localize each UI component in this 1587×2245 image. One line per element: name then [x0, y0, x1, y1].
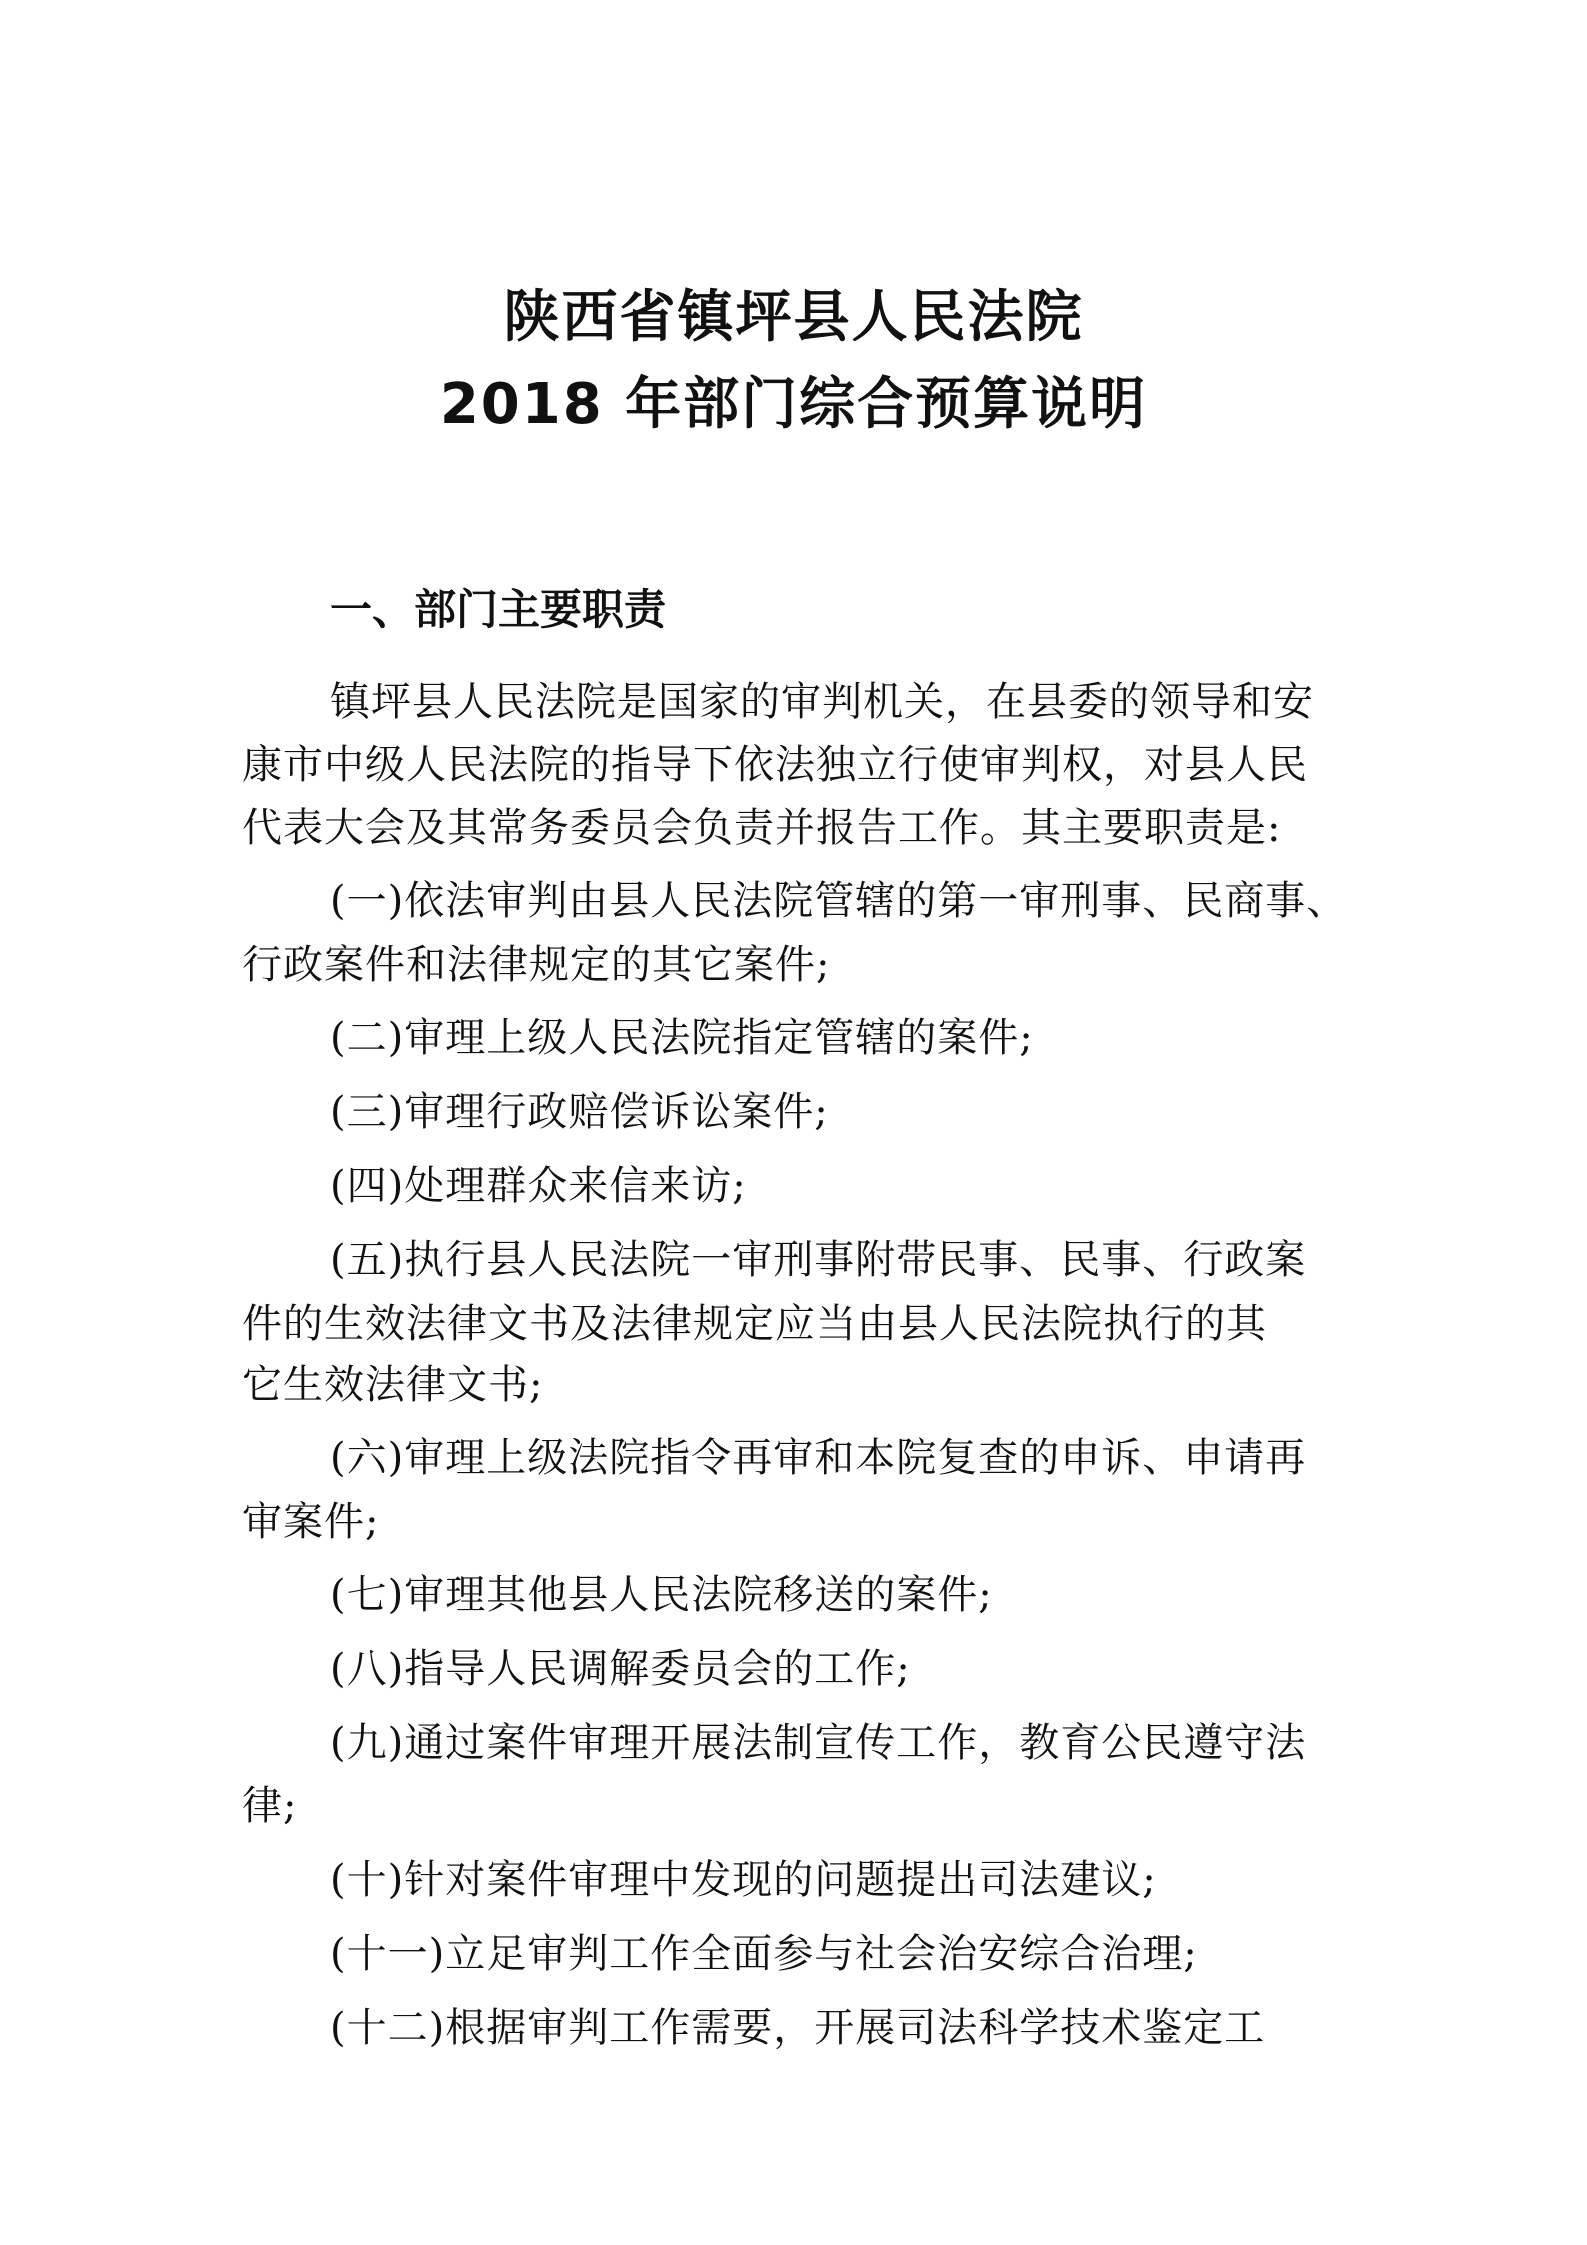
duty-3-line-1: (三)审理行政赔偿诉讼案件;	[330, 1089, 829, 1135]
duty-1-line-2: 行政案件和法律规定的其它案件;	[242, 942, 831, 988]
document-title-line-2: 2018 年部门综合预算说明	[439, 372, 1148, 437]
duty-8-line-1: (八)指导人民调解委员会的工作;	[330, 1646, 911, 1692]
duty-12-line-1: (十二)根据审判工作需要，开展司法科学技术鉴定工	[330, 2005, 1266, 2051]
duty-4-line-1: (四)处理群众来信来访;	[330, 1163, 747, 1209]
duty-5-line-1: (五)执行县人民法院一审刑事附带民事、民事、行政案	[330, 1237, 1307, 1283]
intro-line-2: 康市中级人民法院的指导下依法独立行使审判权，对县人民	[242, 742, 1308, 788]
duty-1-line-1: (一)依法审判由县人民法院管辖的第一审刑事、民商事、	[330, 878, 1348, 924]
duty-7-line-1: (七)审理其他县人民法院移送的案件;	[330, 1572, 993, 1618]
duty-10-line-1: (十)针对案件审理中发现的问题提出司法建议;	[330, 1857, 1157, 1903]
document-title-line-1: 陕西省镇坪县人民法院	[503, 285, 1084, 350]
duty-6-line-1: (六)审理上级法院指令再审和本院复查的申诉、申请再	[330, 1435, 1307, 1481]
duty-11-line-1: (十一)立足审判工作全面参与社会治安综合治理;	[330, 1931, 1198, 1977]
section-heading-main-duties: 一、部门主要职责	[330, 585, 667, 634]
duty-9-line-2: 律;	[242, 1783, 298, 1829]
intro-line-3: 代表大会及其常务委员会负责并报告工作。其主要职责是:	[242, 805, 1282, 851]
duty-6-line-2: 审案件;	[242, 1499, 380, 1545]
duty-5-line-2: 件的生效法律文书及法律规定应当由县人民法院执行的其	[242, 1301, 1267, 1347]
duty-5-line-3: 它生效法律文书;	[242, 1362, 544, 1408]
duty-9-line-1: (九)通过案件审理开展法制宣传工作，教育公民遵守法	[330, 1720, 1307, 1766]
intro-line-1: 镇坪县人民法院是国家的审判机关，在县委的领导和安	[330, 679, 1314, 725]
duty-2-line-1: (二)审理上级人民法院指定管辖的案件;	[330, 1015, 1034, 1061]
